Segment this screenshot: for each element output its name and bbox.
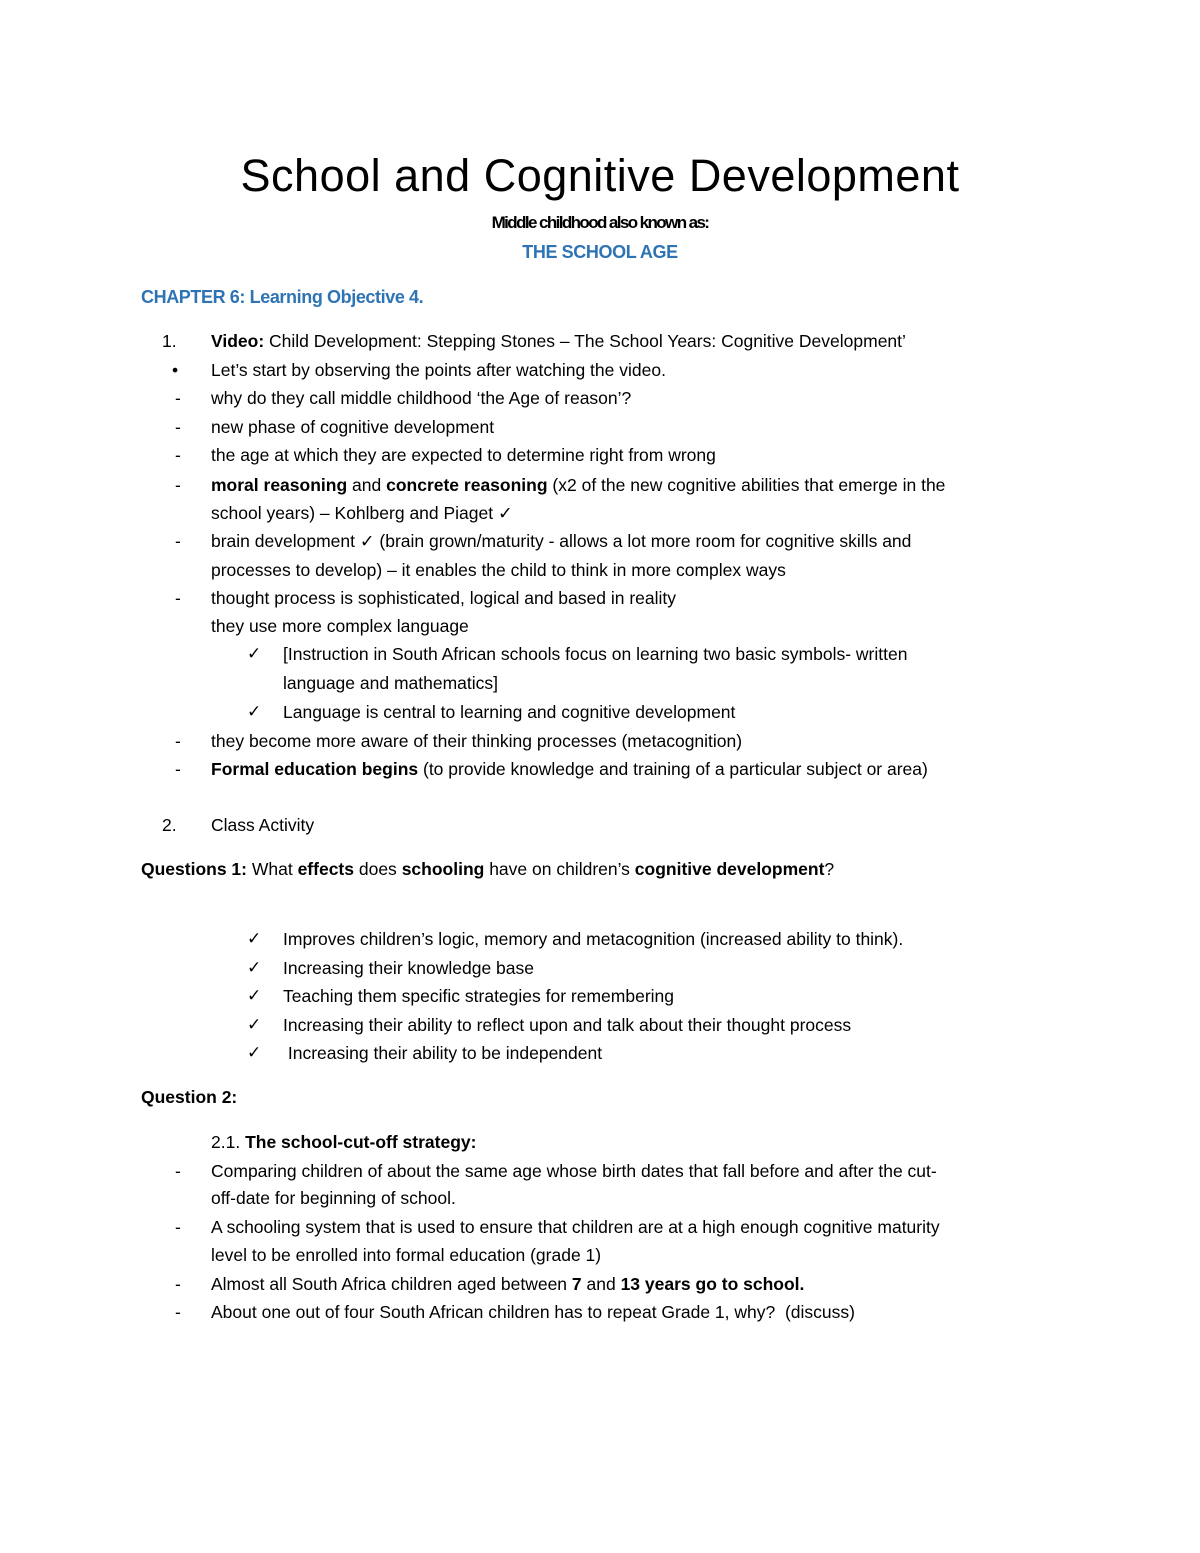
bold-term: concrete reasoning xyxy=(386,475,548,495)
dash-marker: - xyxy=(175,531,181,551)
list-item: thought process is sophisticated, logical and based in reality xyxy=(211,588,676,608)
list-item: new phase of cognitive development xyxy=(211,417,495,437)
list-item-continuation: off-date for beginning of school. xyxy=(211,1188,456,1208)
answer-item: Increasing their ability to reflect upon and talk about their thought process xyxy=(283,1015,852,1035)
school-age-heading: THE SCHOOL AGE xyxy=(522,242,678,262)
text-run: ? xyxy=(824,859,835,879)
text-run: and xyxy=(347,475,387,495)
check-item: Language is central to learning and cognitive development xyxy=(283,702,736,722)
check-item-continuation: language and mathematics] xyxy=(283,673,498,693)
list-number: 1. xyxy=(162,331,177,351)
check-icon: ✓ xyxy=(247,702,262,721)
list-item: Let’s start by observing the points after watching the video. xyxy=(211,360,666,380)
question-2-label xyxy=(141,1083,237,1111)
question-label: Question 2: xyxy=(141,1087,238,1107)
chapter-heading: CHAPTER 6: Learning Objective 4. xyxy=(141,287,424,307)
bold-term: Formal education begins xyxy=(211,759,419,779)
dash-marker: - xyxy=(175,388,181,408)
bold-term: cognitive development xyxy=(634,859,825,879)
text-run: (brain grown/maturity - allows a lot more room for cognitive skills and xyxy=(374,531,912,551)
check-icon: ✓ xyxy=(247,929,262,948)
dash-marker: - xyxy=(175,1302,181,1322)
list-item: the age at which they are expected to determine right from wrong xyxy=(211,445,716,465)
check-icon: ✓ xyxy=(247,1043,262,1062)
check-icon: ✓ xyxy=(247,986,262,1005)
answer-item: Improves children’s logic, memory and metacognition (increased ability to think). xyxy=(283,929,904,949)
bold-term: effects xyxy=(297,859,354,879)
dash-marker: - xyxy=(175,475,181,495)
list-item-continuation: they use more complex language xyxy=(211,616,469,636)
dash-marker: - xyxy=(175,731,181,751)
text-run: does xyxy=(354,859,402,879)
page-title: School and Cognitive Development xyxy=(240,150,960,201)
text-run: and xyxy=(581,1274,621,1294)
bold-term: moral reasoning xyxy=(211,475,348,495)
list-item-continuation: level to be enrolled into formal education (grade 1) xyxy=(211,1245,602,1265)
dash-marker: - xyxy=(175,759,181,779)
dash-marker: - xyxy=(175,1217,181,1237)
page-subtitle: Middle childhood also known as: xyxy=(491,213,709,232)
list-number: 2. xyxy=(162,815,177,835)
dash-marker: - xyxy=(175,588,181,608)
list-item: Comparing children of about the same age whose birth dates that fall before and after the cut- xyxy=(211,1161,937,1181)
check-icon: ✓ xyxy=(247,1015,262,1034)
class-activity-label: Class Activity xyxy=(211,815,315,835)
bullet-marker: • xyxy=(172,360,179,380)
list-item xyxy=(211,755,928,783)
list-item: why do they call middle childhood ‘the Age of reason’? xyxy=(211,388,632,408)
check-icon: ✓ xyxy=(247,644,262,663)
answer-item: Increasing their knowledge base xyxy=(283,958,534,978)
video-item xyxy=(211,327,906,355)
text-run: have on children’s xyxy=(484,859,635,879)
text-run: (to provide knowledge and training of a particular subject or area) xyxy=(418,759,928,779)
video-title: Child Development: Stepping Stones – The School Years: Cognitive Development’ xyxy=(264,331,906,351)
dash-marker: - xyxy=(175,1274,181,1294)
check-icon: ✓ xyxy=(247,958,262,977)
sub-label: The school-cut-off strategy: xyxy=(240,1132,477,1152)
text-run: Almost all South Africa children aged between xyxy=(211,1274,572,1294)
text-run: brain development xyxy=(211,531,355,551)
bold-term: schooling xyxy=(401,859,485,879)
answer-item: Teaching them specific strategies for remembering xyxy=(283,986,675,1006)
list-item-continuation: processes to develop) – it enables the child to think in more complex ways xyxy=(211,560,786,580)
check-icon: ✓ xyxy=(359,531,375,551)
text-run: school years) – Kohlberg and Piaget xyxy=(211,503,494,523)
video-label: Video: xyxy=(211,331,265,351)
list-item-continuation xyxy=(211,499,513,527)
answer-item: Increasing their ability to be independent xyxy=(283,1043,603,1063)
question-label: Questions 1: xyxy=(141,859,247,879)
dash-marker: - xyxy=(175,417,181,437)
sub-number: 2.1. xyxy=(211,1132,241,1152)
list-item: they become more aware of their thinking processes (metacognition) xyxy=(211,731,743,751)
list-item: About one out of four South African children has to repeat Grade 1, why? (discuss) xyxy=(211,1302,855,1322)
bold-term: 7 xyxy=(571,1274,582,1294)
text-run: What xyxy=(247,859,298,879)
bold-term: 13 years go to school. xyxy=(620,1274,805,1294)
check-item: [Instruction in South African schools focus on learning two basic symbols- written xyxy=(283,644,908,664)
list-item xyxy=(211,471,945,499)
list-item xyxy=(211,527,911,555)
dash-marker: - xyxy=(175,445,181,465)
check-icon: ✓ xyxy=(498,503,513,523)
list-item: A schooling system that is used to ensure that children are at a high enough cognitive maturity xyxy=(211,1217,940,1237)
sub-heading xyxy=(211,1128,476,1156)
dash-marker: - xyxy=(175,1161,181,1181)
list-item xyxy=(211,1270,804,1298)
text-run: (x2 of the new cognitive abilities that emerge in the xyxy=(547,475,946,495)
question-1 xyxy=(141,855,834,883)
